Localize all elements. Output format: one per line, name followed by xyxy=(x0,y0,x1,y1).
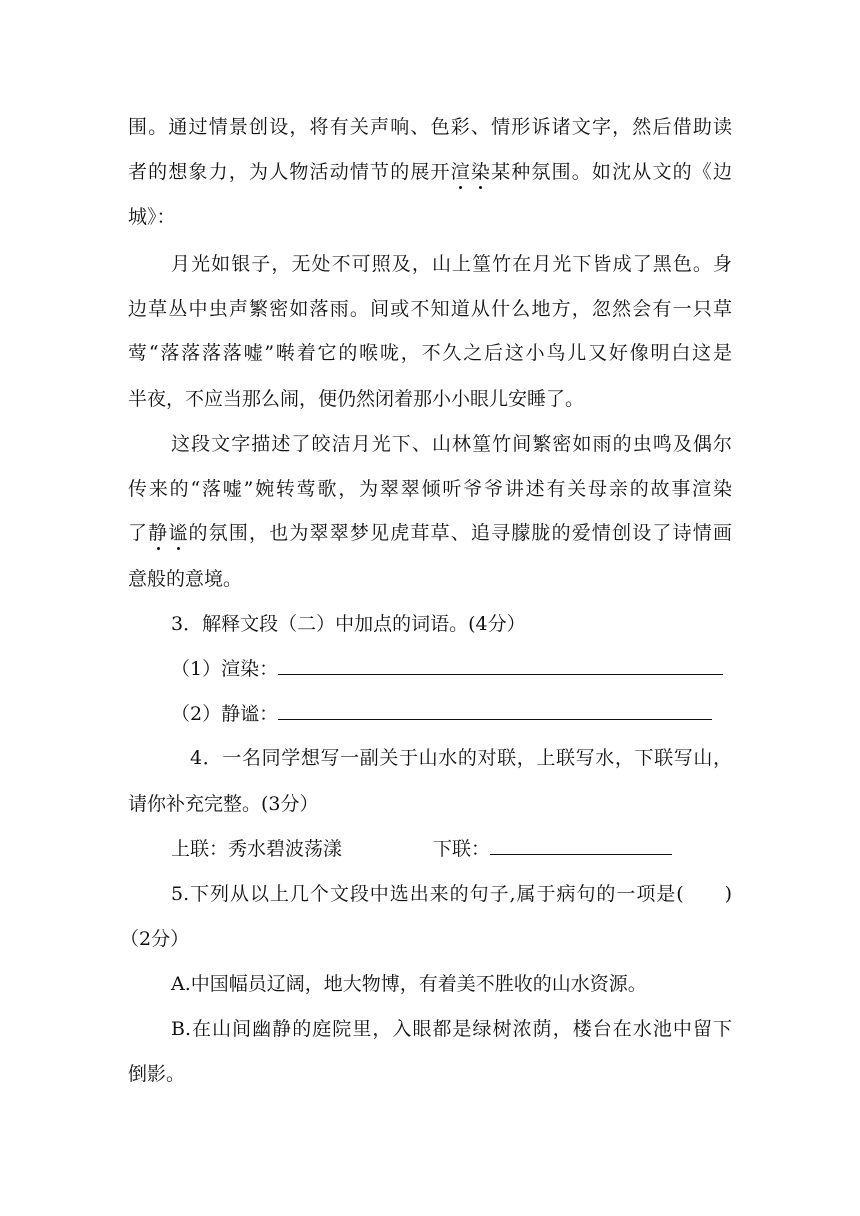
quote-line-2: 边草丛中虫声繁密如落雨。间或不知道从什么地方，忽然会有一只草 xyxy=(128,298,732,320)
answer-blank-couplet[interactable] xyxy=(490,838,672,855)
question-3-item-2: （2）静谧： xyxy=(171,702,712,726)
analysis-line-1: 这段文字描述了皎洁月光下、山林篁竹间繁密如雨的虫鸣及偶尔 xyxy=(171,433,732,455)
couplet-lower: 下联： xyxy=(433,837,672,861)
dotted-char-mi: 谧 xyxy=(168,522,189,544)
intro-line-2: 者的想象力，为人物活动情节的展开渲染某种氛围。如沈从文的《边 xyxy=(128,161,732,183)
option-a: A.中国幅员辽阔，地大物博，有着美不胜收的山水资源。 xyxy=(171,973,647,995)
analysis-line-2: 传来的“落嘘”婉转莺歌，为翠翠倾听爷爷讲述有关母亲的故事渲染 xyxy=(128,478,732,500)
question-4-line-1: 4．一名同学想写一副关于山水的对联，上联写水，下联写山， xyxy=(190,747,732,769)
question-3-stem: 3．解释文段（二）中加点的词语。(4分） xyxy=(171,613,526,635)
dotted-char-xuan: 渲 xyxy=(450,161,471,183)
question-3-item-1: （1）渲染： xyxy=(171,657,723,681)
couplet-upper: 上联：秀水碧波荡漾 xyxy=(171,838,343,860)
option-b-line-1: B.在山间幽静的庭院里，入眼都是绿树浓荫，楼台在水池中留下 xyxy=(171,1018,732,1040)
quote-line-4: 半夜，不应当那么闹，便仍然闭着那小小眼儿安睡了。 xyxy=(128,388,585,410)
dotted-char-ran: 染 xyxy=(470,161,492,183)
analysis-line-3: 了静谧的氛围，也为翠翠梦见虎茸草、追寻朦胧的爱情创设了诗情画 xyxy=(128,522,732,544)
answer-blank-jingmi[interactable] xyxy=(278,703,712,720)
analysis-line-4: 意般的意境。 xyxy=(128,568,243,590)
answer-blank-xuanran[interactable] xyxy=(278,658,723,675)
question-5-points: （2分） xyxy=(120,928,190,950)
question-4-line-2: 请你补充完整。(3分） xyxy=(128,793,319,815)
quote-line-3: 莺“落落落落嘘”啭着它的喉咙，不久之后这小鸟儿又好像明白这是 xyxy=(128,342,732,364)
quote-line-1: 月光如银子，无处不可照及，山上篁竹在月光下皆成了黑色。身 xyxy=(171,253,732,275)
dotted-char-jing: 静 xyxy=(148,522,169,544)
option-b-line-2: 倒影。 xyxy=(128,1063,186,1085)
intro-line-3: 城》： xyxy=(128,206,176,228)
question-5-stem: 5.下列从以上几个文段中选出来的句子,属于病句的一项是( ) xyxy=(171,883,732,905)
intro-line-1: 围。通过情景创设，将有关声响、色彩、情形诉诸文字，然后借助读 xyxy=(128,116,732,138)
